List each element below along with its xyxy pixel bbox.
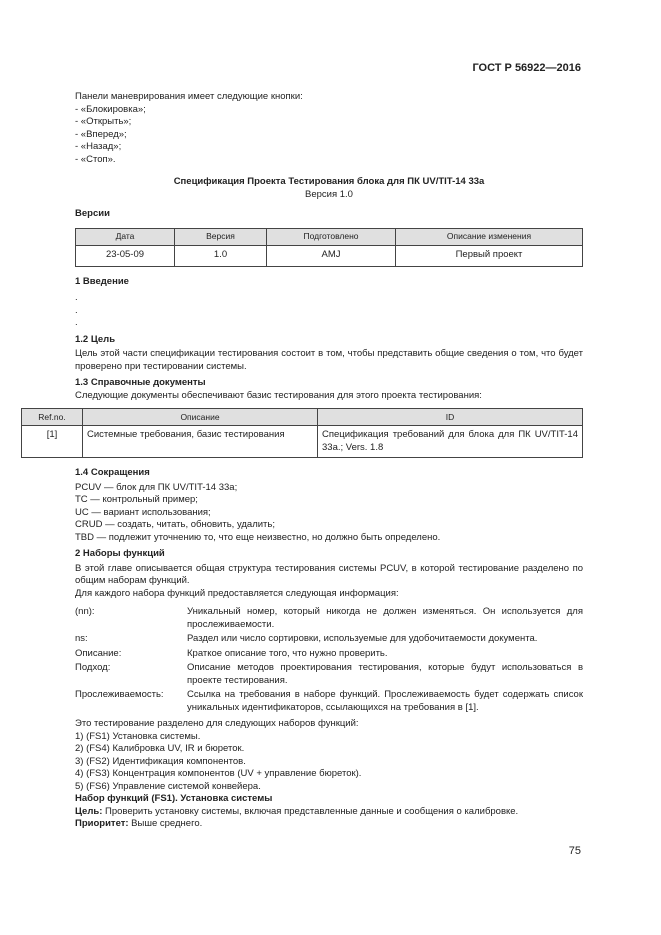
button-list-item: - «Блокировка»; [75, 103, 146, 115]
priority-label: Приоритет: [75, 818, 129, 829]
function-set-item: 2) (FS4) Калибровка UV, IR и бюреток. [75, 743, 245, 754]
abbreviation-item: TBD — подлежит уточнению то, что еще неизвестно, но должно быть определено. [75, 531, 441, 543]
table-cell: 1.0 [175, 245, 267, 266]
table-cell: Первый проект [396, 245, 583, 266]
abbreviation-item: CRUD — создать, читать, обновить, удалить; [75, 519, 275, 530]
versions-col-prepared: Подготовлено [267, 228, 396, 245]
function-set-item: 1) (FS1) Установка системы. [75, 730, 201, 742]
function-set-item: 3) (FS2) Идентификация компонентов. [75, 755, 246, 767]
ref-col-id: ID [318, 409, 583, 426]
definition-desc: Раздел или число сортировки, используемые для удобочитаемости документа. [187, 633, 538, 644]
button-list-item: - «Открыть»; [75, 116, 132, 127]
placeholder-dot: . [75, 317, 78, 328]
table-row [22, 426, 583, 458]
definition-term: Прослеживаемость: [75, 689, 164, 700]
table-row [76, 245, 583, 266]
function-set-item: 5) (FS6) Управление системой конвейера. [75, 780, 261, 792]
definition-term: Подход: [75, 662, 111, 673]
section-1-3-text: Следующие документы обеспечивают базис тестирования для этого проекта тестирования: [75, 389, 482, 401]
fs1-goal [75, 806, 583, 819]
versions-table [75, 228, 583, 267]
function-set-item: 4) (FS3) Концентрация компонентов (UV + управление бюреток). [75, 768, 362, 779]
abbreviation-item: UC — вариант использования; [75, 506, 211, 518]
definition-list [75, 606, 583, 714]
section-1-heading: 1 Введение [75, 275, 129, 287]
spec-version: Версия 1.0 [305, 188, 353, 200]
goal-text: Проверить установку системы, включая представленные данные и сообщения о калибровке. [102, 805, 519, 817]
table-cell: 23-05-09 [76, 245, 175, 266]
definition-desc: Краткое описание того, что нужно проверить. [187, 647, 388, 659]
priority-text: Выше среднего. [128, 818, 203, 829]
intro-lead: Панели маневрирования имеет следующие кнопки: [75, 91, 303, 102]
definition-term: Описание: [75, 647, 122, 659]
table-cell: [1] [22, 426, 83, 458]
placeholder-dot: . [75, 304, 78, 316]
section-2-paragraph: Это тестирование разделено для следующих наборов функций: [75, 718, 359, 729]
ref-col-number: Ref.no. [22, 409, 83, 426]
versions-col-version: Версия [175, 228, 267, 245]
button-list-item: - «Назад»; [75, 141, 122, 152]
fs1-heading: Набор функций (FS1). Установка системы [75, 793, 273, 804]
references-table [21, 408, 583, 458]
page-content [38, 91, 583, 831]
definition-desc: Описание методов проектирования тестирования, которые будут использоваться в проекте тестирования. [187, 662, 583, 686]
section-2-heading: 2 Наборы функций [75, 548, 165, 559]
fs1-priority [75, 818, 583, 831]
section-1-2-text: Цель этой части спецификации тестирования состоит в том, чтобы представить общие сведения о том, что будет проверено при тестировании системы. [75, 348, 583, 372]
table-cell: Спецификация требований для блока для ПК UV/TIT-14 33a.; Vers. 1.8 [318, 426, 583, 458]
button-list-item: - «Вперед»; [75, 128, 127, 140]
table-cell: Системные требования, базис тестирования [83, 426, 318, 458]
section-1-3-heading: 1.3 Справочные документы [75, 377, 206, 388]
goal-label: Цель: [75, 805, 103, 817]
definition-term: (nn): [75, 606, 95, 617]
spec-title: Спецификация Проекта Тестирования блока для ПК UV/TIT-14 33a [173, 176, 485, 187]
abbreviation-item: PCUV — блок для ПК UV/TIT-14 33a; [75, 481, 238, 493]
table-cell: AMJ [267, 245, 396, 266]
section-1-2-heading: 1.2 Цель [75, 333, 116, 345]
placeholder-dot: . [75, 292, 78, 303]
abbreviation-item: TC — контрольный пример; [75, 494, 198, 505]
section-2-paragraph: В этой главе описывается общая структура тестирования системы PCUV, в которой тестирование разделено по общим наборам функций. [75, 562, 583, 586]
versions-col-date: Дата [76, 228, 175, 245]
ref-col-description: Описание [83, 409, 318, 426]
versions-col-change: Описание изменения [396, 228, 583, 245]
definition-desc: Ссылка на требования в наборе функций. Прослеживаемость будет содержать список уникальных идентификаторов, ссылающихся на требования в [1]. [187, 689, 583, 713]
definition-term: ns: [75, 633, 88, 644]
button-list-item: - «Стоп». [75, 153, 116, 165]
section-2-paragraph: Для каждого набора функций предоставляется следующая информация: [75, 587, 399, 599]
section-1-4-heading: 1.4 Сокращения [75, 467, 150, 478]
standard-number: ГОСТ Р 56922—2016 [472, 62, 581, 74]
page-number: 75 [568, 845, 581, 857]
definition-desc: Уникальный номер, который никогда не должен изменяться. Он используется для прослеживаемости. [187, 606, 583, 630]
versions-heading: Версии [75, 208, 110, 219]
